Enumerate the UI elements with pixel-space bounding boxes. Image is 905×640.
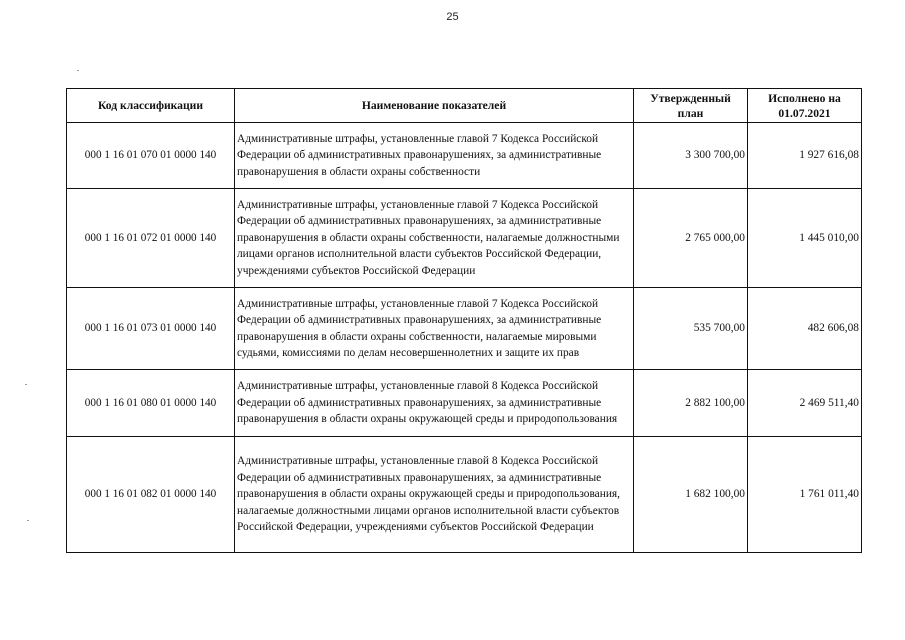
row-executed: 2 469 511,40 bbox=[748, 370, 862, 437]
table-header-row bbox=[67, 89, 862, 123]
page-number: 25 bbox=[446, 11, 459, 23]
row-plan: 2 882 100,00 bbox=[634, 370, 748, 437]
row-name: Административные штрафы, установленные главой 7 Кодекса Российской Федерации об административных правонарушениях, за административные правонарушения в области охраны собственности, налагаемые должностными лицами органов исполнительной власти субъектов Российской Федерации, учреждениями субъектов Российской Федерации bbox=[235, 189, 634, 288]
row-name: Административные штрафы, установленные главой 8 Кодекса Российской Федерации об административных правонарушениях, за административные правонарушения в области охраны окружающей среды и природопользования bbox=[235, 370, 634, 437]
table-row bbox=[67, 437, 862, 553]
table-row bbox=[67, 123, 862, 189]
classification-table bbox=[66, 88, 862, 553]
row-executed: 482 606,08 bbox=[748, 288, 862, 370]
header-name: Наименование показателей bbox=[235, 89, 634, 123]
row-code: 000 1 16 01 072 01 0000 140 bbox=[67, 189, 235, 288]
row-plan: 2 765 000,00 bbox=[634, 189, 748, 288]
row-code: 000 1 16 01 073 01 0000 140 bbox=[67, 288, 235, 370]
row-name: Административные штрафы, установленные главой 8 Кодекса Российской Федерации об административных правонарушениях, за административные правонарушения в области охраны окружающей среды и природопользования, налагаемые должностными лицами органов исполнительной власти субъектов Российской Федерации, учреждениями субъектов Российской Федерации bbox=[235, 437, 634, 553]
row-name: Административные штрафы, установленные главой 7 Кодекса Российской Федерации об административных правонарушениях, за административные правонарушения в области охраны собственности bbox=[235, 123, 634, 189]
row-code: 000 1 16 01 080 01 0000 140 bbox=[67, 370, 235, 437]
table-row bbox=[67, 288, 862, 370]
scan-artifact-dot bbox=[27, 520, 29, 521]
row-executed: 1 761 011,40 bbox=[748, 437, 862, 553]
header-plan: Утвержденный план bbox=[634, 89, 748, 123]
header-code: Код классификации bbox=[67, 89, 235, 123]
row-plan: 535 700,00 bbox=[634, 288, 748, 370]
row-code: 000 1 16 01 070 01 0000 140 bbox=[67, 123, 235, 189]
row-code: 000 1 16 01 082 01 0000 140 bbox=[67, 437, 235, 553]
row-executed: 1 927 616,08 bbox=[748, 123, 862, 189]
row-plan: 3 300 700,00 bbox=[634, 123, 748, 189]
table-row bbox=[67, 189, 862, 288]
table-row bbox=[67, 370, 862, 437]
header-executed: Исполнено на 01.07.2021 bbox=[748, 89, 862, 123]
row-name: Административные штрафы, установленные главой 7 Кодекса Российской Федерации об административных правонарушениях, за административные правонарушения в области охраны собственности, налагаемые мировыми судьями, комиссиями по делам несовершеннолетних и защите их прав bbox=[235, 288, 634, 370]
scan-artifact-dot bbox=[25, 384, 27, 385]
scan-artifact-dot bbox=[77, 70, 79, 71]
row-executed: 1 445 010,00 bbox=[748, 189, 862, 288]
row-plan: 1 682 100,00 bbox=[634, 437, 748, 553]
